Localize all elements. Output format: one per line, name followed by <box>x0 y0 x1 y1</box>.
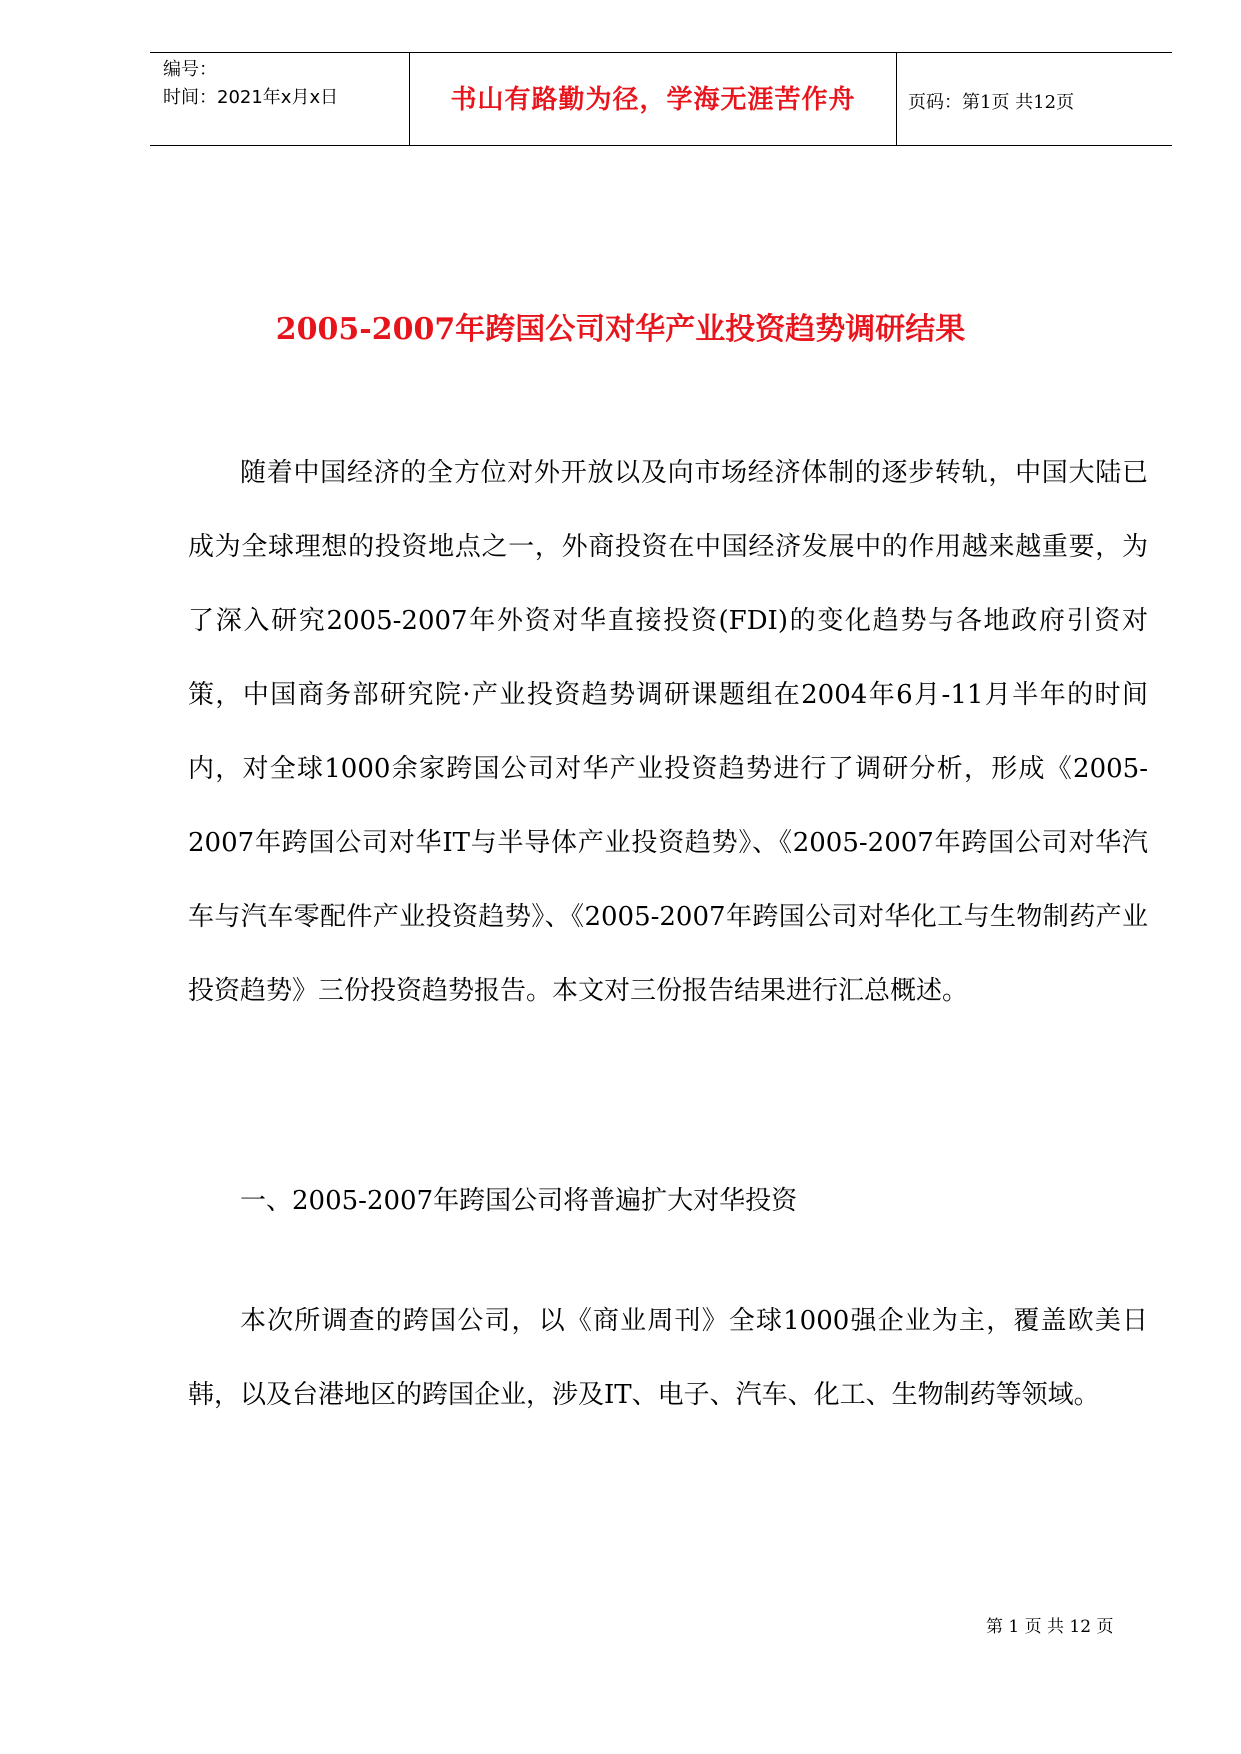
page-footer: 第 1 页 共 12 页 <box>986 1617 1114 1637</box>
document-title: 2005-2007年跨国公司对华产业投资趋势调研结果 <box>275 312 966 347</box>
document-time-label: 时间：2021年x月x日 <box>163 87 339 108</box>
section-1-paragraph: 本次所调查的跨国公司，以《商业周刊》全球1000强企业为主，覆盖欧美日韩，以及台港地区的跨国企业，涉及IT、电子、汽车、化工、生物制药等领域。 <box>188 1306 1148 1410</box>
header-motto: 书山有路勤为径，学海无涯苦作舟 <box>450 85 856 115</box>
section-1-heading: 一、2005-2007年跨国公司将普遍扩大对华投资 <box>240 1186 798 1216</box>
header-motto-cell <box>409 53 897 145</box>
header-page-cell <box>896 53 1172 145</box>
header-page-code: 页码：第1页 共12页 <box>908 92 1075 113</box>
header-meta-cell <box>150 53 408 145</box>
document-number-label: 编号： <box>163 59 217 80</box>
page-header <box>150 52 1172 146</box>
intro-paragraph: 随着中国经济的全方位对外开放以及向市场经济体制的逐步转轨，中国大陆已成为全球理想的投资地点之一，外商投资在中国经济发展中的作用越来越重要，为了深入研究2005-2007年外资对华直接投资(FDI)的变化趋势与各地政府引资对策，中国商务部研究院·产业投资趋势调研课题组在2004年6月-11月半年的时间内，对全球1000余家跨国公司对华产业投资趋势进行了调研分析，形成《2005-2007年跨国公司对华IT与半导体产业投资趋势》、《2005-2007年跨国公司对华汽车与汽车零配件产业投资趋势》、《2005-2007年跨国公司对华化工与生物制药产业投资趋势》三份投资趋势报告。本文对三份报告结果进行汇总概述。 <box>188 458 1148 1006</box>
